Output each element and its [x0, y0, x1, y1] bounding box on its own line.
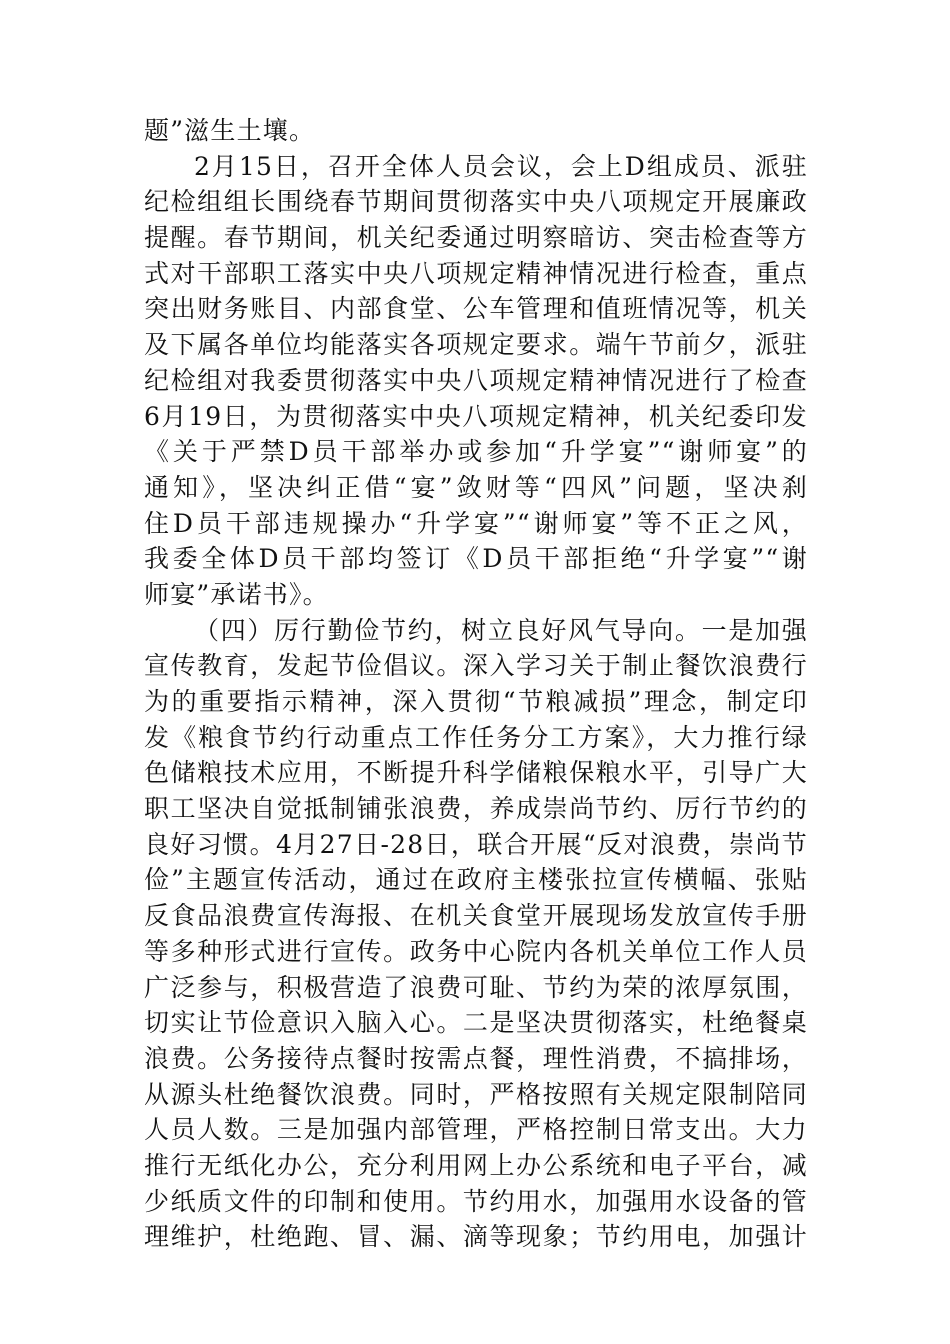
text-line: 职工坚决自觉抵制铺张浪费，养成崇尚节约、厉行节约的	[144, 794, 808, 824]
text-line: 6月19日，为贯彻落实中央八项规定精神，机关纪委印发	[144, 401, 808, 431]
text-line: 发《粮食节约行动重点工作任务分工方案》，大力推行绿	[144, 722, 808, 752]
text-line: 提醒。春节期间，机关纪委通过明察暗访、突击检查等方	[144, 223, 808, 253]
text-line: 纪检组对我委贯彻落实中央八项规定精神情况进行了检查	[144, 365, 808, 395]
text-line: 《关于严禁D员干部举办或参加“升学宴”“谢师宴”的	[144, 437, 808, 467]
text-line: 题”滋生土壤。	[144, 116, 316, 145]
text-line: 住D员干部违规操办“升学宴”“谢师宴”等不正之风，	[144, 508, 808, 538]
text-line: 人员人数。三是加强内部管理，严格控制日常支出。大力	[144, 1115, 808, 1145]
text-line: 突出财务账目、内部食堂、公车管理和值班情况等，机关	[144, 294, 808, 324]
text-line: 广泛参与，积极营造了浪费可耻、节约为荣的浓厚氛围，	[144, 972, 808, 1002]
text-line: 师宴”承诺书》。	[144, 579, 329, 609]
text-line: 色储粮技术应用，不断提升科学储粮保粮水平，引导广大	[144, 758, 808, 788]
text-line: 推行无纸化办公，充分利用网上办公系统和电子平台，减	[144, 1150, 808, 1180]
text-line: 良好习惯。4月27日-28日，联合开展“反对浪费，崇尚节	[144, 829, 808, 859]
text-line: 等多种形式进行宣传。政务中心院内各机关单位工作人员	[144, 936, 808, 966]
text-line: 纪检组组长围绕春节期间贯彻落实中央八项规定开展廉政	[144, 187, 808, 217]
text-line: 通知》，坚决纠正借“宴”敛财等“四风”问题，坚决刹	[144, 472, 808, 502]
text-line: 及下属各单位均能落实各项规定要求。端午节前夕，派驻	[144, 330, 808, 360]
text-line: 从源头杜绝餐饮浪费。同时，严格按照有关规定限制陪同	[144, 1079, 808, 1109]
text-line: 浪费。公务接待点餐时按需点餐，理性消费，不搞排场，	[144, 1043, 808, 1073]
text-line: 理维护，杜绝跑、冒、漏、滴等现象；节约用电，加强计	[144, 1222, 808, 1252]
text-line: 式对干部职工落实中央八项规定精神情况进行检查，重点	[144, 258, 808, 288]
text-line: 我委全体D员干部均签订《D员干部拒绝“升学宴”“谢	[144, 544, 808, 574]
text-line: 切实让节俭意识入脑入心。二是坚决贯彻落实，杜绝餐桌	[144, 1008, 808, 1038]
text-line: 2月15日，召开全体人员会议，会上D组成员、派驻	[194, 151, 808, 181]
text-line: 宣传教育，发起节俭倡议。深入学习关于制止餐饮浪费行	[144, 651, 808, 681]
text-line: 俭”主题宣传活动，通过在政府主楼张拉宣传横幅、张贴	[144, 865, 808, 895]
text-line: 少纸质文件的印制和使用。节约用水，加强用水设备的管	[144, 1186, 808, 1216]
document-body	[144, 113, 808, 1255]
text-line: 反食品浪费宣传海报、在机关食堂开展现场发放宣传手册	[144, 901, 808, 931]
text-line: 为的重要指示精神，深入贯彻“节粮减损”理念，制定印	[144, 687, 808, 716]
text-line: （四）厉行勤俭节约，树立良好风气导向。一是加强	[194, 615, 808, 645]
